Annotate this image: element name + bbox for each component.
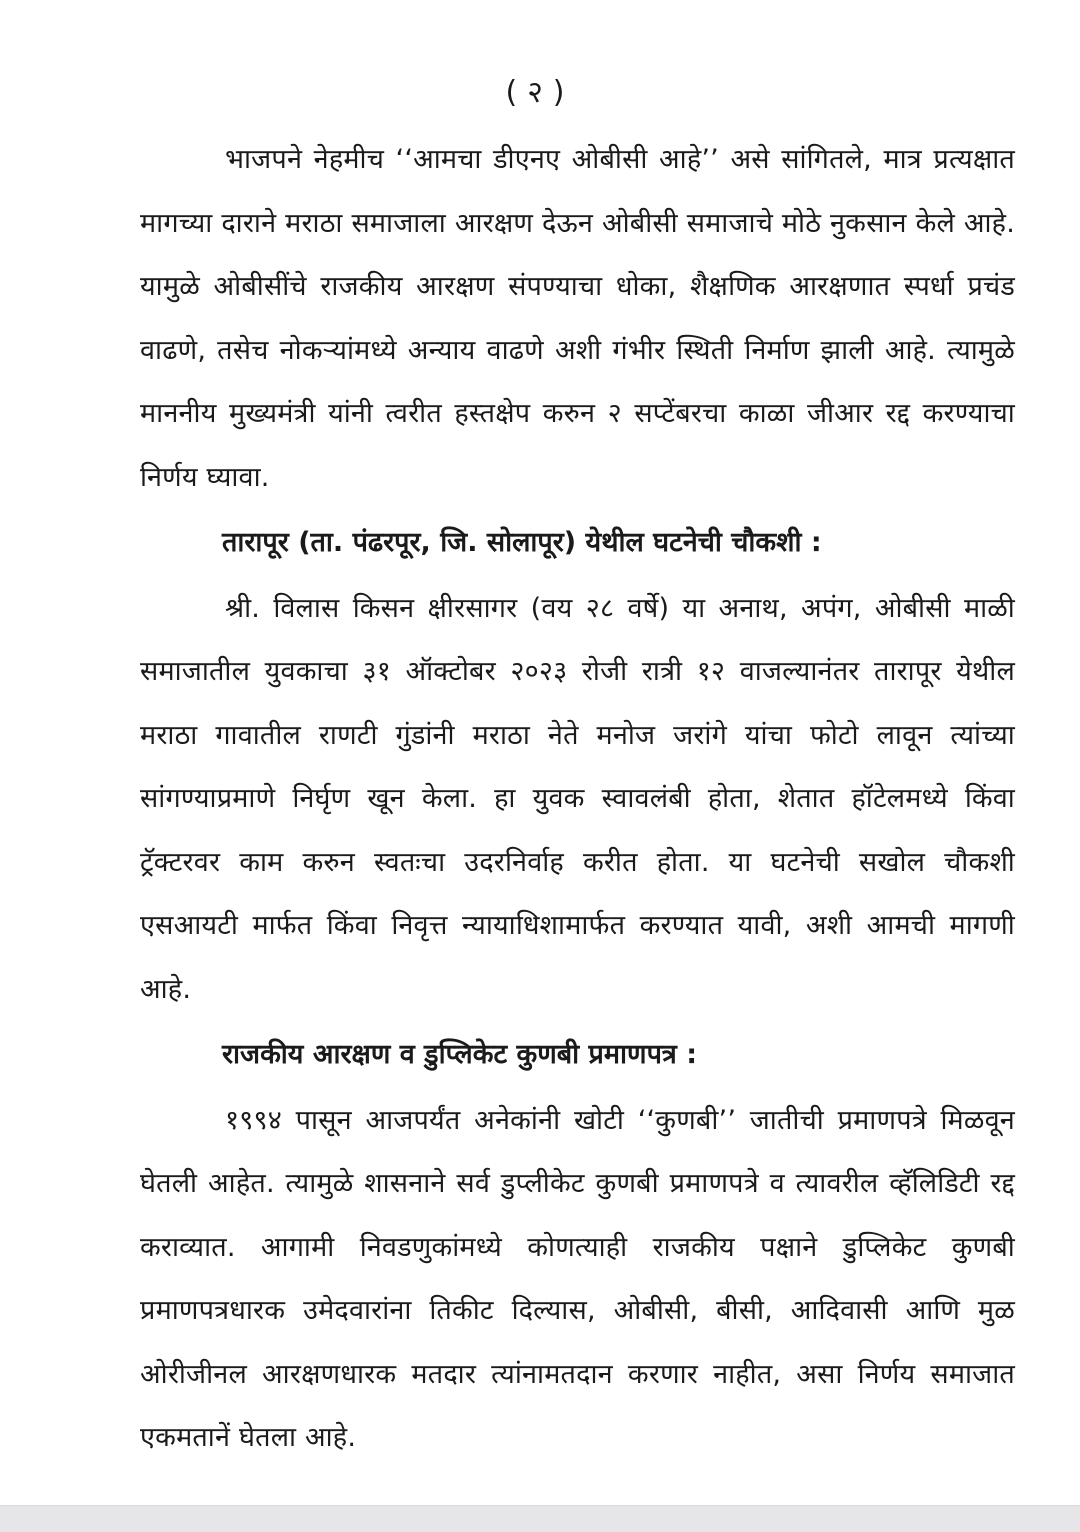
document-body — [140, 128, 1015, 1470]
paragraph-kunbi-certificates: १९९४ पासून आजपर्यंत अनेकांनी खोटी ‘‘कुणबी’’ जातीची प्रमाणपत्रे मिळवून घेतली आहेत. त्यामुळे शासनाने सर्व डुप्लीकेट कुणबी प्रमाणपत्रे व त्यावरील व्हॅलिडिटी रद्द कराव्यात. आगामी निवडणुकांमध्ये कोणत्याही राजकीय पक्षाने डुप्लिकेट कुणबी प्रमाणपत्रधारक उमेदवारांना तिकीट दिल्यास, ओबीसी, बीसी, आदिवासी आणि मुळ ओरीजीनल आरक्षणधारक मतदार त्यांनामतदान करणार नाहीत, असा निर्णय समाजात एकमतानें घेतला आहे. — [140, 1104, 1015, 1453]
paragraph-tarapur-incident: श्री. विलास किसन क्षीरसागर (वय २८ वर्षे) या अनाथ, अपंग, ओबीसी माळी समाजातील युवकाचा ३१ ऑक्टोबर २०२३ रोजी रात्री १२ वाजल्यानंतर तारापूर येथील मराठा गावातील राणटी गुंडांनी मराठा नेते मनोज जरांगे यांचा फोटो लावून त्यांच्या सांगण्याप्रमाणे निर्घृण खून केला. हा युवक स्वावलंबी होता, शेतात हॉटेलमध्ये किंवा ट्रॅक्टरवर काम करुन स्वतःचा उदरनिर्वाह करीत होता. या घटनेची सखोल चौकशी एसआयटी मार्फत किंवा निवृत्त न्यायाधिशामार्फत करण्यात यावी, अशी आमची मागणी आहे. — [140, 592, 1015, 1005]
page-number: (२) — [505, 75, 575, 110]
heading-kunbi-certificates: राजकीय आरक्षण व डुप्लिकेट कुणबी प्रमाणपत्र : — [222, 1039, 698, 1070]
viewer-bottom-edge — [0, 1505, 1080, 1532]
paragraph-obc-reservation: भाजपने नेहमीच ‘‘आमचा डीएनए ओबीसी आहे’’ असे सांगितले, मात्र प्रत्यक्षात मागच्या दाराने मराठा समाजाला आरक्षण देऊन ओबीसी समाजाचे मोठे नुकसान केले आहे. यामुळे ओबीसींचे राजकीय आरक्षण संपण्याचा धोका, शैक्षणिक आरक्षणात स्पर्धा प्रचंड वाढणे, तसेच नोकऱ्यांमध्ये अन्याय वाढणे अशी गंभीर स्थिती निर्माण झाली आहे. त्यामुळे माननीय मुख्यमंत्री यांनी त्वरीत हस्तक्षेप करुन २ सप्टेंबरचा काळा जीआर रद्द करण्याचा निर्णय घ्यावा. — [140, 144, 1015, 493]
heading-tarapur-incident: तारापूर (ता. पंढरपूर, जि. सोलापूर) येथील घटनेची चौकशी : — [222, 527, 822, 558]
